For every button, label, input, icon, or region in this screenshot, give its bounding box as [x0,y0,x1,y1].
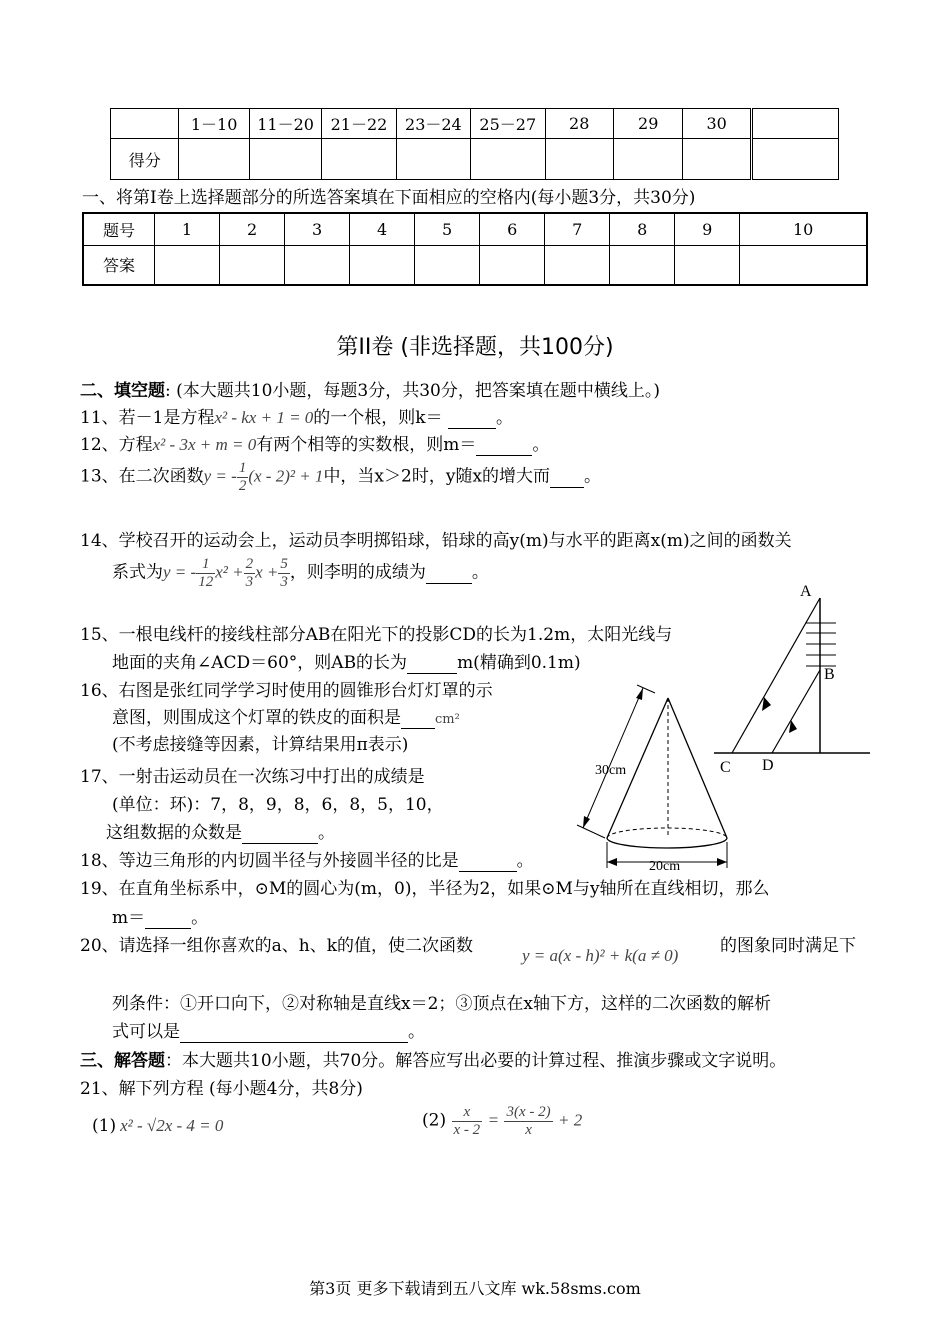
q14-f3-num: 5 [280,556,288,572]
question-21-part2 [422,1104,582,1138]
answer-table-label-a: 答案 [83,245,155,285]
diameter-arrow-right [717,858,727,866]
q11-equation: x² - kx + 1 = 0 [214,408,314,427]
q12-equation: x² - 3x + m = 0 [152,435,257,454]
question-12 [80,430,549,456]
score-header-cell: 30 [683,109,751,139]
q18-end: 。 [516,851,534,871]
score-cell [249,139,321,180]
q21-p1-equation: x² - √2x - 4 = 0 [120,1116,224,1135]
q14-fraction-3 [278,556,290,590]
q14-lhs: y = - [163,562,197,582]
q13-lhs: y = - [203,466,237,486]
answer-number: 3 [285,213,350,245]
slant-tick-top [637,685,655,693]
q13-pre: 13、在二次函数 [80,466,204,487]
score-row-label: 得分 [111,139,179,180]
slant-dimension-line [583,688,643,828]
question-21-title: 21、解下列方程 (每小题4分，共8分) [80,1079,363,1099]
cone-figure [575,676,735,876]
score-cell [545,139,613,180]
label-c: C [720,759,731,776]
q19-line2-text: m＝ [112,908,146,928]
q21-p1-label: (1) [92,1116,117,1136]
score-header-cell: 23－24 [396,109,470,139]
answer-cell [740,245,867,285]
answer-table [82,212,868,286]
score-header-cell: 11－20 [249,109,321,139]
q14-pre: 系式为 [112,562,163,583]
q20-equation: y = a(x - h)² + k(a ≠ 0) [522,946,679,965]
q21-p2-left-den: x - 2 [453,1121,481,1138]
answer-number: 4 [350,213,415,245]
page-footer: 第3页 更多下载请到五八文库 wk.58sms.com [309,1279,641,1298]
score-cell [683,139,751,180]
section3-head: 三、解答题 [80,1051,165,1071]
q17-end: 。 [318,823,335,843]
q14-blank[interactable] [426,563,472,584]
answer-number: 8 [610,213,675,245]
q13-rhs: (x - 2)² + 1 [248,466,324,486]
question-16-line2 [112,703,460,729]
q20-end: 。 [408,1022,425,1042]
q14-end: 。 [471,562,489,583]
q13-fraction [237,460,249,494]
cone-base-back [607,828,727,838]
q21-p2-left-num: x [452,1104,483,1122]
answer-cell [480,245,545,285]
question-19-line1: 19、在直角坐标系中，⊙M的圆心为(m，0)，半径为2，如果⊙M与y轴所在直线相切，那么 [80,879,770,899]
score-cell [751,139,838,180]
score-header-cell: 29 [613,109,682,139]
question-19-line2 [112,903,208,929]
q14-f1-num: 1 [196,556,215,574]
q19-end: 。 [191,908,209,928]
q21-p2-right-den: x [525,1121,532,1138]
score-header-cell: 28 [545,109,613,139]
question-21-part1 [92,1116,223,1136]
score-header-cell [111,109,179,139]
q20-line3-text: 式可以是 [112,1022,180,1042]
score-cell [396,139,470,180]
q19-blank[interactable] [145,908,191,929]
q12-end: 。 [532,435,550,455]
answer-number: 9 [675,213,740,245]
part2-title: 第II卷 (非选择题，共100分) [336,335,614,360]
answer-cell [415,245,480,285]
q14-f1-den: 12 [198,573,214,590]
question-18 [80,846,534,872]
q20-blank[interactable] [180,1022,408,1043]
q18-blank[interactable] [459,851,517,872]
q14-f2-den: 3 [245,573,254,590]
pole-figure [712,578,874,778]
q11-post: 的一个根，则k＝ [313,408,449,428]
q13-den: 2 [238,477,247,494]
question-14-line1: 14、学校召开的运动会上，运动员李明掷铅球，铅球的高y(m)与水平的距离x(m)之间的函数关 [80,531,792,551]
q12-pre: 12、方程 [80,435,153,455]
q21-p2-tail: + 2 [558,1110,583,1130]
question-17-line1: 17、一射击运动员在一次练习中打出的成绩是 [80,767,425,787]
q14-term-2: x + [255,562,279,582]
score-header-cell: 1－10 [179,109,249,139]
q16-unit: cm² [435,712,460,727]
answer-number: 2 [220,213,285,245]
q15-blank[interactable] [407,653,457,674]
label-d: D [762,757,774,774]
answer-cell [155,245,220,285]
q14-f3-den: 3 [280,573,288,590]
label-b: B [824,666,835,683]
question-11 [80,403,513,429]
q14-term-1: x² + [215,562,244,582]
question-13 [80,460,601,494]
q17-line3-text: 这组数据的众数是 [106,823,242,843]
answer-number: 5 [415,213,480,245]
diameter-label: 20cm [649,859,681,874]
score-cell [471,139,545,180]
answer-cell [350,245,415,285]
cone-base-front [607,838,727,848]
q11-blank[interactable] [448,408,496,429]
q12-post: 有两个相等的实数根，则m＝ [256,435,477,455]
slant-label: 30cm [595,763,627,778]
q21-p2-label: (2) [422,1110,447,1131]
section2-desc: : (本大题共10小题，每题3分，共30分，把答案填在题中横线上。) [165,381,660,401]
answer-cell [220,245,285,285]
question-15-line1: 15、一根电线杆的接线柱部分AB在阳光下的投影CD的长为1.2m，太阳光线与 [80,625,673,645]
answer-cell [285,245,350,285]
q21-p2-right-fraction [504,1104,552,1138]
answer-number: 7 [545,213,610,245]
q21-p2-equals: = [487,1110,500,1130]
question-17-line2: (单位：环)：7，8，9，8，6，8，5，10， [112,795,444,815]
answer-number: 6 [480,213,545,245]
q13-num: 1 [238,460,247,476]
q16-line2-text: 意图，则围成这个灯罩的铁皮的面积是 [112,708,401,728]
slant-arrow-top [636,688,643,700]
q18-text: 18、等边三角形的内切圆半径与外接圆半径的比是 [80,851,459,871]
score-cell [613,139,682,180]
section3-desc: ：本大题共10小题，共70分。解答应写出必要的计算过程、推演步骤或文字说明。 [165,1051,787,1071]
section1-instruction: 一、将第Ⅰ卷上选择题部分的所选答案填在下面相应的空格内(每小题3分，共30分) [82,188,696,208]
answer-cell [610,245,675,285]
score-table [110,108,839,180]
slant-tick-bottom [577,825,605,838]
label-a: A [800,583,812,600]
answer-cell [675,245,740,285]
question-16-line3: (不考虑接缝等因素，计算结果用π表示) [112,735,409,755]
question-16-line1: 16、右图是张红同学学习时使用的圆锥形台灯灯罩的示 [80,681,493,701]
score-header-cell: 21－22 [322,109,396,139]
q14-fraction-2 [244,556,256,590]
score-header-cell [751,109,838,139]
section2-head: 二、填空题 [80,381,165,401]
answer-number: 10 [740,213,867,245]
section2-heading [80,376,660,401]
q16-blank[interactable] [401,708,435,729]
answer-number: 1 [155,213,220,245]
score-cell [179,139,249,180]
q17-blank[interactable] [242,823,318,844]
q11-end: 。 [496,408,514,428]
section3-heading [80,1046,786,1071]
q15-line2-end: m(精确到0.1m) [457,653,581,673]
ray-arrow-1 [762,697,771,711]
score-cell [322,139,396,180]
slant-arrow-bottom [583,816,590,828]
q13-blank[interactable] [550,467,584,488]
q14-post: ，则李明的成绩为 [289,562,426,583]
question-14-line2 [112,556,489,590]
q11-pre: 11、若－1是方程 [80,408,215,428]
question-15-line2 [112,648,581,674]
q14-f2-num: 2 [245,556,254,572]
answer-cell [545,245,610,285]
q14-fraction-1 [196,556,215,590]
q13-post: 中，当x＞2时，y随x的增大而 [323,466,551,487]
question-20-line3 [112,1017,425,1043]
question-20-line1-end: 的图象同时满足下 [720,936,856,956]
q15-line2-text: 地面的夹角∠ACD＝60°，则AB的长为 [112,653,408,673]
q12-blank[interactable] [476,435,532,456]
sun-ray-bd [772,670,820,753]
q21-p2-left-fraction [452,1104,483,1138]
score-header-cell: 25－27 [471,109,545,139]
question-17-line3 [106,818,335,844]
answer-table-label-q: 题号 [83,213,155,245]
sun-ray-ac [732,598,820,753]
question-20-line1: 20、请选择一组你喜欢的a、h、k的值，使二次函数 [80,936,474,956]
diameter-arrow-left [607,858,617,866]
q13-end: 。 [584,466,602,487]
question-20-line2: 列条件：①开口向下，②对称轴是直线x＝2；③顶点在x轴下方，这样的二次函数的解析 [112,994,771,1014]
q21-p2-right-num: 3(x - 2) [506,1104,551,1120]
